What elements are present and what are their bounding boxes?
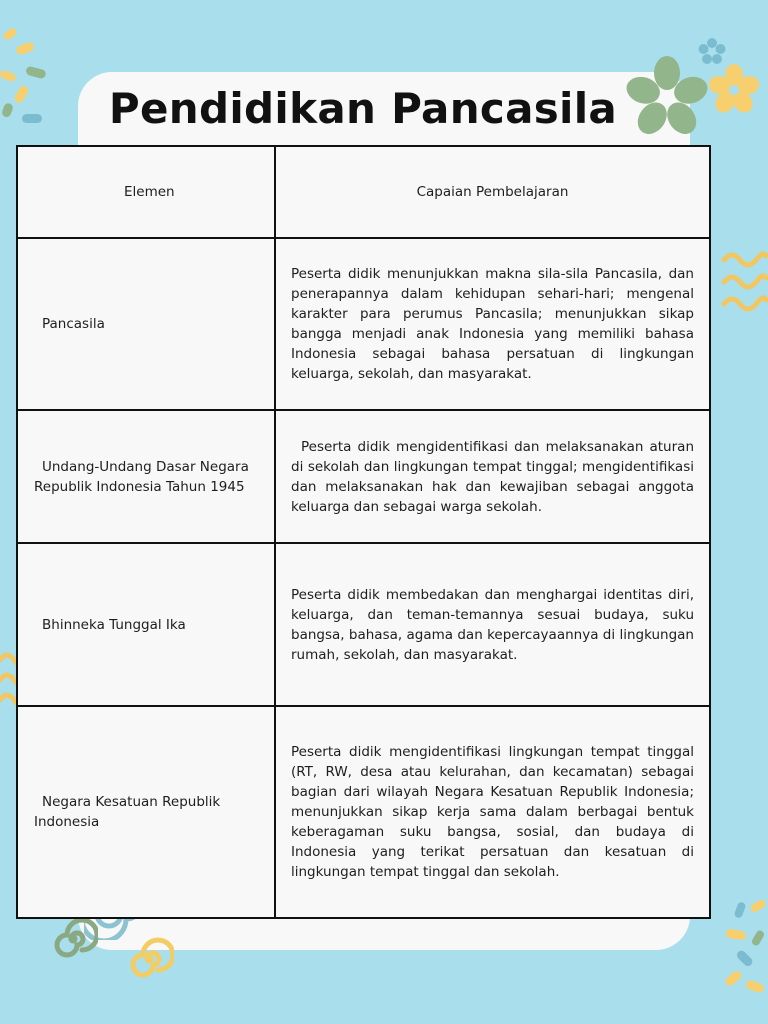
elemen-cell: Pancasila bbox=[17, 238, 275, 410]
table-row bbox=[17, 410, 710, 543]
capaian-cell: Peserta didik mengidentifikasi lingkungan tempat tinggal (RT, RW, desa atau kelurahan, dan kecamatan) sebagai bagian dari wilayah Negara Kesatuan Republik Indonesia; menunjukkan sikap kerja sama dalam berbagai bentuk keberagaman suku bangsa, sosial, dan budaya di Indonesia yang terikat persatuan dan kesatuan di lingkungan tempat tinggal dan sekolah. bbox=[275, 706, 710, 918]
learning-outcomes-table bbox=[16, 145, 711, 919]
table-row bbox=[17, 238, 710, 410]
capaian-cell: Peserta didik mengidentifikasi dan melaksanakan aturan di sekolah dan lingkungan tempat tinggal; mengidentifikasi dan melaksanakan hak dan kewajiban sebagai anggota keluarga dan sebagai warga sekolah. bbox=[275, 410, 710, 543]
yellow-spiral-icon bbox=[124, 934, 174, 984]
table-row bbox=[17, 543, 710, 706]
page-title: Pendidikan Pancasila bbox=[108, 84, 618, 133]
capaian-cell: Peserta didik membedakan dan menghargai identitas diri, keluarga, dan teman-temannya sesuai budaya, suku bangsa, bahasa, agama dan kepercayaannya di lingkungan rumah, sekolah, dan masyarakat. bbox=[275, 543, 710, 706]
yellow-squiggle-right-icon bbox=[718, 246, 768, 326]
elemen-cell: Negara Kesatuan Republik Indonesia bbox=[17, 706, 275, 918]
header-capaian-pembelajaran: Capaian Pembelajaran bbox=[275, 146, 710, 238]
elemen-cell: Undang-Undang Dasar Negara Republik Indonesia Tahun 1945 bbox=[17, 410, 275, 543]
confetti-bottom-right bbox=[722, 894, 768, 1004]
header-elemen: Elemen bbox=[17, 146, 275, 238]
table-row bbox=[17, 706, 710, 918]
capaian-cell: Peserta didik menunjukkan makna sila-sila Pancasila, dan penerapannya dalam kehidupan sehari-hari; mengenal karakter para perumus Pancasila; menunjukkan sikap bangga menjadi anak Indonesia yang memiliki bahasa Indonesia sebagai bahasa persatuan di lingkungan keluarga, sekolah, dan masyarakat. bbox=[275, 238, 710, 410]
green-spiral-icon bbox=[48, 914, 98, 964]
elemen-cell: Bhinneka Tunggal Ika bbox=[17, 543, 275, 706]
table-header-row bbox=[17, 146, 710, 238]
